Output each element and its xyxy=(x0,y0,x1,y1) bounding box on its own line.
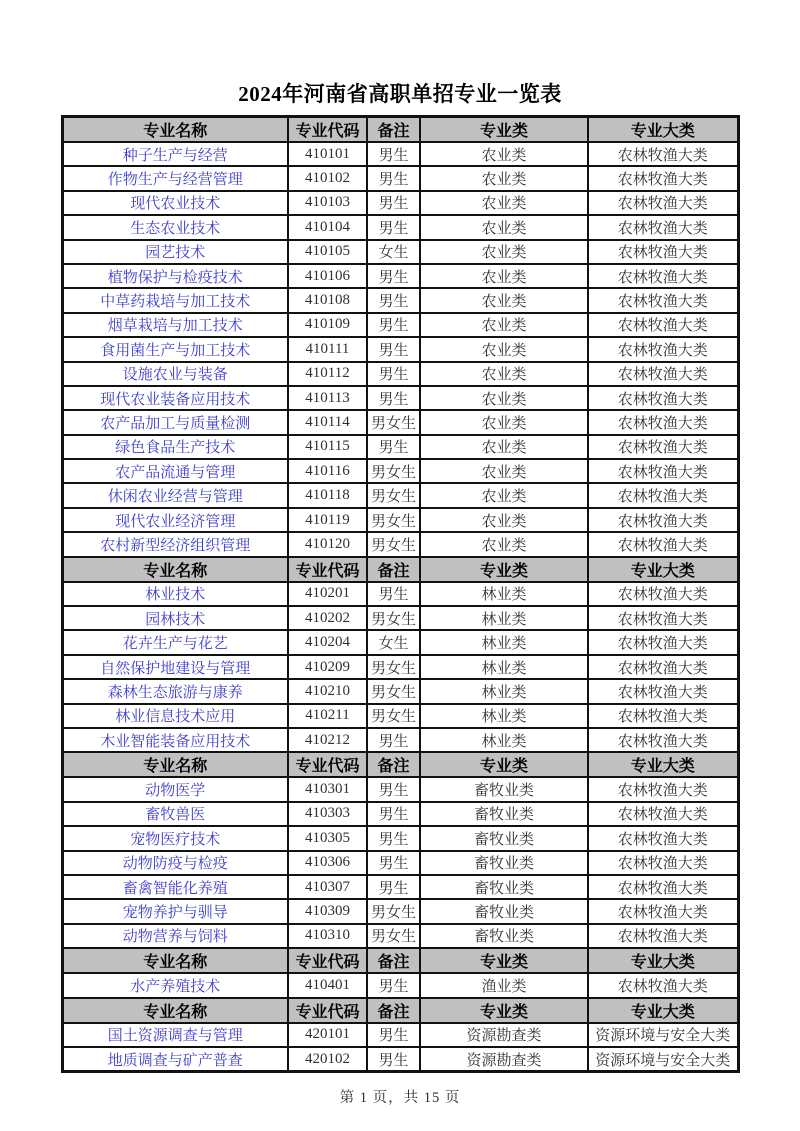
cell-major-code: 410306 xyxy=(288,851,367,875)
majors-table-body xyxy=(62,117,738,1072)
table-row xyxy=(62,313,738,337)
cell-major-name: 林业技术 xyxy=(62,582,288,606)
cell-note: 男生 xyxy=(367,362,420,386)
cell-major-code: 410401 xyxy=(288,973,367,997)
cell-category: 畜牧业类 xyxy=(420,826,588,850)
cell-major-code: 410307 xyxy=(288,875,367,899)
cell-broad-category: 农林牧渔大类 xyxy=(588,508,738,532)
cell-major-code: 410101 xyxy=(288,142,367,166)
table-row xyxy=(62,435,738,459)
cell-broad-category: 农林牧渔大类 xyxy=(588,386,738,410)
col-header-category: 专业类 xyxy=(420,117,588,143)
table-row xyxy=(62,532,738,556)
cell-major-name: 森林生态旅游与康养 xyxy=(62,679,288,703)
cell-note: 男生 xyxy=(367,386,420,410)
cell-broad-category: 农林牧渔大类 xyxy=(588,777,738,801)
cell-major-code: 410201 xyxy=(288,582,367,606)
cell-broad-category: 农林牧渔大类 xyxy=(588,973,738,997)
cell-major-code: 410305 xyxy=(288,826,367,850)
cell-category: 资源勘查类 xyxy=(420,1047,588,1072)
cell-category: 林业类 xyxy=(420,655,588,679)
cell-major-code: 410211 xyxy=(288,704,367,728)
cell-note: 男生 xyxy=(367,313,420,337)
col-header-broad-category: 专业大类 xyxy=(588,998,738,1023)
cell-broad-category: 农林牧渔大类 xyxy=(588,166,738,190)
table-header-row xyxy=(62,948,738,973)
cell-broad-category: 农林牧渔大类 xyxy=(588,679,738,703)
cell-major-name: 动物营养与饲料 xyxy=(62,924,288,948)
cell-major-code: 410301 xyxy=(288,777,367,801)
cell-major-code: 410119 xyxy=(288,508,367,532)
col-header-category: 专业类 xyxy=(420,752,588,777)
cell-major-code: 410310 xyxy=(288,924,367,948)
cell-note: 男女生 xyxy=(367,459,420,483)
cell-note: 男生 xyxy=(367,802,420,826)
cell-major-name: 国土资源调查与管理 xyxy=(62,1023,288,1047)
cell-note: 男生 xyxy=(367,215,420,239)
cell-note: 男生 xyxy=(367,142,420,166)
cell-category: 林业类 xyxy=(420,630,588,654)
table-row xyxy=(62,191,738,215)
cell-major-name: 畜禽智能化养殖 xyxy=(62,875,288,899)
cell-major-code: 410113 xyxy=(288,386,367,410)
cell-major-name: 种子生产与经营 xyxy=(62,142,288,166)
cell-major-name: 烟草栽培与加工技术 xyxy=(62,313,288,337)
cell-broad-category: 农林牧渔大类 xyxy=(588,875,738,899)
table-row xyxy=(62,410,738,434)
table-row xyxy=(62,1047,738,1072)
table-row xyxy=(62,655,738,679)
cell-category: 农业类 xyxy=(420,288,588,312)
cell-category: 畜牧业类 xyxy=(420,802,588,826)
cell-note: 男女生 xyxy=(367,508,420,532)
cell-broad-category: 农林牧渔大类 xyxy=(588,264,738,288)
col-header-category: 专业类 xyxy=(420,557,588,582)
cell-major-code: 410118 xyxy=(288,483,367,507)
cell-category: 畜牧业类 xyxy=(420,777,588,801)
cell-major-code: 410114 xyxy=(288,410,367,434)
cell-major-code: 410108 xyxy=(288,288,367,312)
cell-broad-category: 农林牧渔大类 xyxy=(588,606,738,630)
table-row xyxy=(62,875,738,899)
cell-broad-category: 农林牧渔大类 xyxy=(588,704,738,728)
table-row xyxy=(62,240,738,264)
cell-note: 男生 xyxy=(367,582,420,606)
cell-broad-category: 资源环境与安全大类 xyxy=(588,1047,738,1072)
cell-broad-category: 农林牧渔大类 xyxy=(588,337,738,361)
col-header-broad-category: 专业大类 xyxy=(588,752,738,777)
page-title: 2024年河南省高职单招专业一览表 xyxy=(238,82,562,106)
cell-major-code: 410105 xyxy=(288,240,367,264)
cell-category: 农业类 xyxy=(420,508,588,532)
cell-note: 男生 xyxy=(367,875,420,899)
cell-note: 男生 xyxy=(367,1023,420,1047)
col-header-major-name: 专业名称 xyxy=(62,117,288,143)
cell-major-code: 410112 xyxy=(288,362,367,386)
cell-major-name: 动物防疫与检疫 xyxy=(62,851,288,875)
col-header-major-code: 专业代码 xyxy=(288,998,367,1023)
cell-category: 农业类 xyxy=(420,386,588,410)
cell-note: 男女生 xyxy=(367,483,420,507)
cell-broad-category: 农林牧渔大类 xyxy=(588,728,738,752)
cell-broad-category: 农林牧渔大类 xyxy=(588,313,738,337)
cell-broad-category: 农林牧渔大类 xyxy=(588,240,738,264)
cell-major-name: 现代农业技术 xyxy=(62,191,288,215)
cell-note: 男女生 xyxy=(367,924,420,948)
cell-major-code: 420101 xyxy=(288,1023,367,1047)
cell-category: 农业类 xyxy=(420,337,588,361)
cell-category: 农业类 xyxy=(420,459,588,483)
cell-broad-category: 农林牧渔大类 xyxy=(588,435,738,459)
cell-note: 男生 xyxy=(367,973,420,997)
cell-broad-category: 农林牧渔大类 xyxy=(588,362,738,386)
cell-category: 农业类 xyxy=(420,166,588,190)
cell-major-name: 休闲农业经营与管理 xyxy=(62,483,288,507)
cell-category: 农业类 xyxy=(420,215,588,239)
col-header-note: 备注 xyxy=(367,117,420,143)
cell-major-name: 农村新型经济组织管理 xyxy=(62,532,288,556)
cell-major-name: 中草药栽培与加工技术 xyxy=(62,288,288,312)
cell-category: 林业类 xyxy=(420,582,588,606)
cell-category: 农业类 xyxy=(420,313,588,337)
cell-broad-category: 农林牧渔大类 xyxy=(588,802,738,826)
cell-broad-category: 资源环境与安全大类 xyxy=(588,1023,738,1047)
cell-major-code: 410102 xyxy=(288,166,367,190)
cell-broad-category: 农林牧渔大类 xyxy=(588,924,738,948)
cell-note: 女生 xyxy=(367,630,420,654)
cell-note: 男女生 xyxy=(367,899,420,923)
table-row xyxy=(62,459,738,483)
cell-major-name: 宠物养护与驯导 xyxy=(62,899,288,923)
table-row xyxy=(62,606,738,630)
cell-major-name: 植物保护与检疫技术 xyxy=(62,264,288,288)
cell-note: 男生 xyxy=(367,777,420,801)
cell-note: 男生 xyxy=(367,1047,420,1072)
cell-broad-category: 农林牧渔大类 xyxy=(588,655,738,679)
cell-note: 男生 xyxy=(367,166,420,190)
cell-broad-category: 农林牧渔大类 xyxy=(588,532,738,556)
col-header-note: 备注 xyxy=(367,752,420,777)
cell-note: 男女生 xyxy=(367,606,420,630)
table-row xyxy=(62,215,738,239)
cell-category: 林业类 xyxy=(420,606,588,630)
table-header-row xyxy=(62,117,738,143)
cell-major-code: 420102 xyxy=(288,1047,367,1072)
col-header-note: 备注 xyxy=(367,998,420,1023)
cell-note: 男生 xyxy=(367,728,420,752)
cell-category: 农业类 xyxy=(420,142,588,166)
cell-major-name: 生态农业技术 xyxy=(62,215,288,239)
cell-note: 男女生 xyxy=(367,532,420,556)
table-header-row xyxy=(62,998,738,1023)
table-row xyxy=(62,508,738,532)
cell-category: 农业类 xyxy=(420,532,588,556)
cell-major-code: 410103 xyxy=(288,191,367,215)
cell-major-name: 绿色食品生产技术 xyxy=(62,435,288,459)
cell-broad-category: 农林牧渔大类 xyxy=(588,582,738,606)
cell-broad-category: 农林牧渔大类 xyxy=(588,899,738,923)
cell-major-code: 410120 xyxy=(288,532,367,556)
cell-category: 畜牧业类 xyxy=(420,924,588,948)
cell-broad-category: 农林牧渔大类 xyxy=(588,410,738,434)
col-header-major-name: 专业名称 xyxy=(62,998,288,1023)
cell-category: 农业类 xyxy=(420,240,588,264)
cell-note: 男女生 xyxy=(367,410,420,434)
cell-major-code: 410303 xyxy=(288,802,367,826)
table-row xyxy=(62,483,738,507)
cell-category: 林业类 xyxy=(420,704,588,728)
cell-category: 林业类 xyxy=(420,679,588,703)
cell-note: 男女生 xyxy=(367,679,420,703)
table-row xyxy=(62,802,738,826)
cell-note: 男生 xyxy=(367,826,420,850)
col-header-category: 专业类 xyxy=(420,998,588,1023)
cell-category: 渔业类 xyxy=(420,973,588,997)
cell-major-name: 动物医学 xyxy=(62,777,288,801)
table-row xyxy=(62,704,738,728)
col-header-category: 专业类 xyxy=(420,948,588,973)
col-header-major-code: 专业代码 xyxy=(288,752,367,777)
cell-major-name: 现代农业装备应用技术 xyxy=(62,386,288,410)
cell-major-code: 410309 xyxy=(288,899,367,923)
cell-broad-category: 农林牧渔大类 xyxy=(588,215,738,239)
cell-broad-category: 农林牧渔大类 xyxy=(588,459,738,483)
cell-note: 男生 xyxy=(367,435,420,459)
table-row xyxy=(62,826,738,850)
cell-note: 男生 xyxy=(367,191,420,215)
col-header-note: 备注 xyxy=(367,948,420,973)
table-row xyxy=(62,728,738,752)
cell-note: 男生 xyxy=(367,288,420,312)
cell-broad-category: 农林牧渔大类 xyxy=(588,630,738,654)
cell-category: 农业类 xyxy=(420,410,588,434)
cell-major-name: 作物生产与经营管理 xyxy=(62,166,288,190)
cell-broad-category: 农林牧渔大类 xyxy=(588,142,738,166)
cell-category: 农业类 xyxy=(420,191,588,215)
cell-major-code: 410204 xyxy=(288,630,367,654)
cell-major-code: 410115 xyxy=(288,435,367,459)
table-row xyxy=(62,288,738,312)
cell-broad-category: 农林牧渔大类 xyxy=(588,826,738,850)
table-row xyxy=(62,337,738,361)
cell-broad-category: 农林牧渔大类 xyxy=(588,191,738,215)
table-row xyxy=(62,630,738,654)
cell-major-name: 林业信息技术应用 xyxy=(62,704,288,728)
cell-major-code: 410109 xyxy=(288,313,367,337)
table-row xyxy=(62,851,738,875)
cell-category: 畜牧业类 xyxy=(420,875,588,899)
table-row xyxy=(62,924,738,948)
cell-broad-category: 农林牧渔大类 xyxy=(588,851,738,875)
cell-category: 林业类 xyxy=(420,728,588,752)
cell-category: 资源勘查类 xyxy=(420,1023,588,1047)
cell-category: 农业类 xyxy=(420,483,588,507)
cell-category: 农业类 xyxy=(420,264,588,288)
cell-note: 男生 xyxy=(367,264,420,288)
col-header-broad-category: 专业大类 xyxy=(588,117,738,143)
table-row xyxy=(62,777,738,801)
table-header-row xyxy=(62,752,738,777)
cell-major-code: 410202 xyxy=(288,606,367,630)
cell-category: 畜牧业类 xyxy=(420,851,588,875)
cell-note: 男生 xyxy=(367,337,420,361)
cell-major-name: 畜牧兽医 xyxy=(62,802,288,826)
col-header-major-code: 专业代码 xyxy=(288,117,367,143)
cell-broad-category: 农林牧渔大类 xyxy=(588,483,738,507)
cell-major-name: 宠物医疗技术 xyxy=(62,826,288,850)
cell-category: 农业类 xyxy=(420,435,588,459)
table-header-row xyxy=(62,557,738,582)
col-header-major-name: 专业名称 xyxy=(62,752,288,777)
col-header-note: 备注 xyxy=(367,557,420,582)
col-header-broad-category: 专业大类 xyxy=(588,557,738,582)
cell-major-code: 410106 xyxy=(288,264,367,288)
table-row xyxy=(62,679,738,703)
cell-note: 女生 xyxy=(367,240,420,264)
col-header-major-name: 专业名称 xyxy=(62,948,288,973)
cell-major-code: 410116 xyxy=(288,459,367,483)
cell-category: 农业类 xyxy=(420,362,588,386)
cell-major-code: 410111 xyxy=(288,337,367,361)
cell-note: 男女生 xyxy=(367,704,420,728)
cell-major-code: 410104 xyxy=(288,215,367,239)
table-row xyxy=(62,582,738,606)
cell-major-name: 地质调查与矿产普查 xyxy=(62,1047,288,1072)
cell-category: 畜牧业类 xyxy=(420,899,588,923)
cell-major-name: 自然保护地建设与管理 xyxy=(62,655,288,679)
cell-major-code: 410209 xyxy=(288,655,367,679)
col-header-broad-category: 专业大类 xyxy=(588,948,738,973)
col-header-major-name: 专业名称 xyxy=(62,557,288,582)
table-row xyxy=(62,973,738,997)
table-row xyxy=(62,166,738,190)
table-row xyxy=(62,386,738,410)
cell-broad-category: 农林牧渔大类 xyxy=(588,288,738,312)
majors-table xyxy=(61,115,740,1073)
cell-note: 男生 xyxy=(367,851,420,875)
cell-major-name: 设施农业与装备 xyxy=(62,362,288,386)
cell-major-name: 水产养殖技术 xyxy=(62,973,288,997)
cell-major-name: 园林技术 xyxy=(62,606,288,630)
table-row xyxy=(62,142,738,166)
cell-note: 男女生 xyxy=(367,655,420,679)
cell-major-code: 410210 xyxy=(288,679,367,703)
table-row xyxy=(62,362,738,386)
cell-major-name: 花卉生产与花艺 xyxy=(62,630,288,654)
cell-major-name: 农产品加工与质量检测 xyxy=(62,410,288,434)
col-header-major-code: 专业代码 xyxy=(288,557,367,582)
table-row xyxy=(62,899,738,923)
cell-major-name: 现代农业经济管理 xyxy=(62,508,288,532)
cell-major-name: 园艺技术 xyxy=(62,240,288,264)
cell-major-name: 食用菌生产与加工技术 xyxy=(62,337,288,361)
cell-major-name: 木业智能装备应用技术 xyxy=(62,728,288,752)
table-row xyxy=(62,1023,738,1047)
table-row xyxy=(62,264,738,288)
col-header-major-code: 专业代码 xyxy=(288,948,367,973)
cell-major-name: 农产品流通与管理 xyxy=(62,459,288,483)
cell-major-code: 410212 xyxy=(288,728,367,752)
page-number: 第 1 页，共 15 页 xyxy=(339,1090,461,1107)
